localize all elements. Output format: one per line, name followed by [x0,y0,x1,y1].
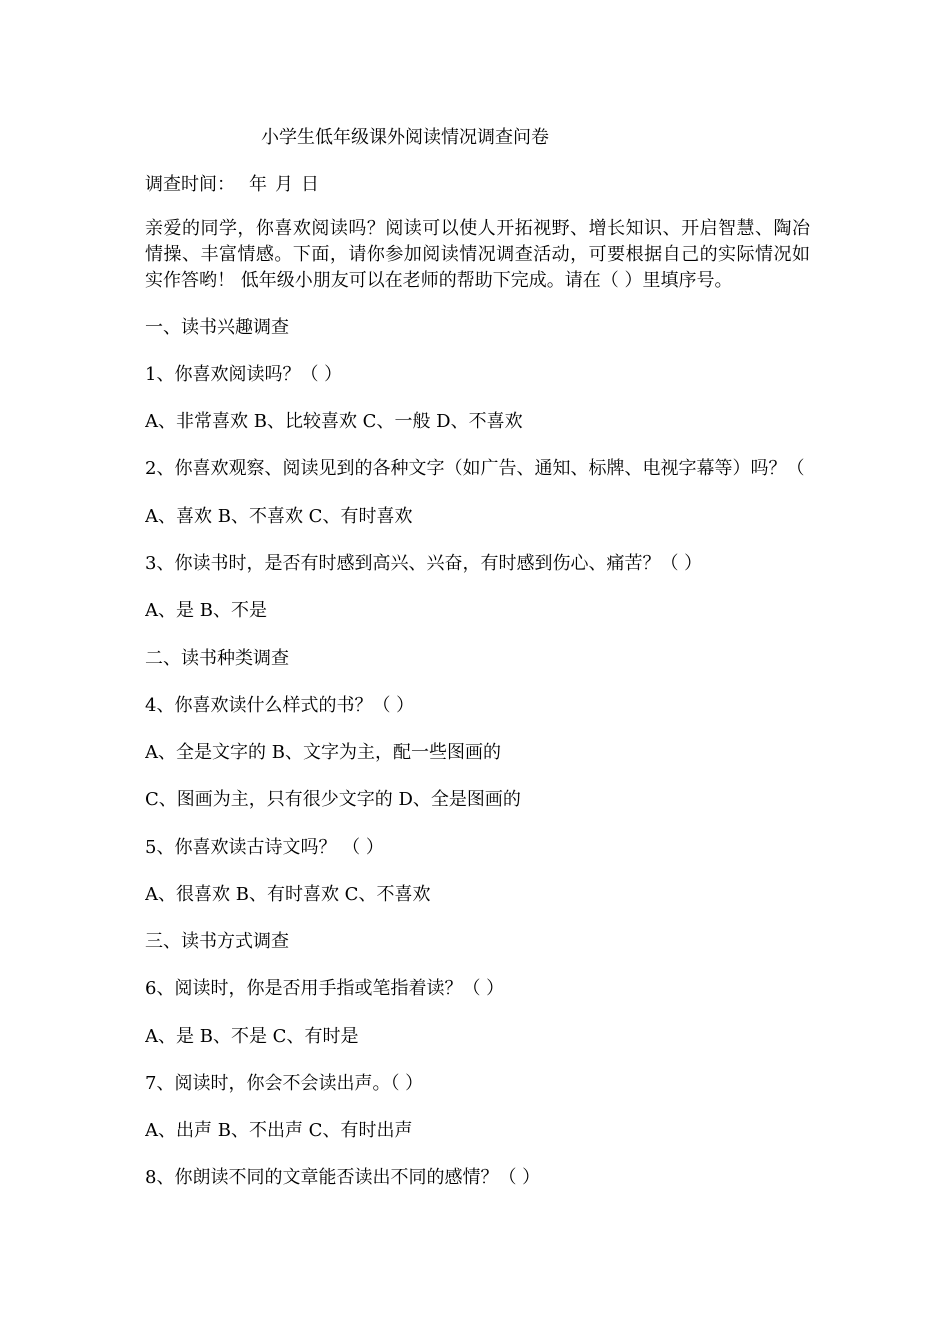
question-5: 5、你喜欢读古诗文吗？ （ ） [145,837,384,858]
question-8: 8、你朗读不同的文章能否读出不同的感情？（ ） [145,1167,541,1188]
options-5: A、很喜欢 B、有时喜欢 C、不喜欢 [145,884,431,905]
question-1: 1、你喜欢阅读吗？（ ） [145,364,343,385]
survey-month: 月 [275,174,293,195]
options-2: A、喜欢 B、不喜欢 C、有时喜欢 [145,506,413,527]
document-title: 小学生低年级课外阅读情况调查问卷 [261,127,549,148]
options-4a: A、全是文字的 B、文字为主，配一些图画的 [145,742,501,763]
intro-paragraph: 亲爱的同学，你喜欢阅读吗？阅读可以使人开拓视野、增长知识、开启智慧、陶冶情操、丰富情感。下面，请你参加阅读情况调查活动，可要根据自己的实际情况如实作答哟！ 低年级小朋友可以在老师的帮助下完成。请在（ ）里填序号。 [145,218,810,291]
section-heading: 二、读书种类调查 [145,648,289,669]
section-heading: 三、读书方式调查 [145,931,289,952]
options-6: A、是 B、不是 C、有时是 [145,1026,359,1047]
section-heading: 一、读书兴趣调查 [145,317,289,338]
survey-year: 年 [249,174,267,195]
options-4b: C、图画为主，只有很少文字的 D、全是图画的 [145,789,521,810]
question-6: 6、阅读时，你是否用手指或笔指着读？（ ） [145,978,505,999]
survey-day: 日 [301,174,319,195]
survey-time-label: 调查时间： [145,174,235,195]
options-1: A、非常喜欢 B、比较喜欢 C、一般 D、不喜欢 [145,411,523,432]
options-3: A、是 B、不是 [145,600,267,621]
question-4: 4、你喜欢读什么样式的书？（ ） [145,695,415,716]
question-2: 2、你喜欢观察、阅读见到的各种文字（如广告、通知、标牌、电视字幕等）吗？（ [145,458,805,479]
question-3: 3、你读书时，是否有时感到高兴、兴奋，有时感到伤心、痛苦？（ ） [145,553,703,574]
question-7: 7、阅读时，你会不会读出声。（ ） [145,1073,424,1094]
options-7: A、出声 B、不出声 C、有时出声 [145,1120,413,1141]
survey-date-line [145,172,319,198]
